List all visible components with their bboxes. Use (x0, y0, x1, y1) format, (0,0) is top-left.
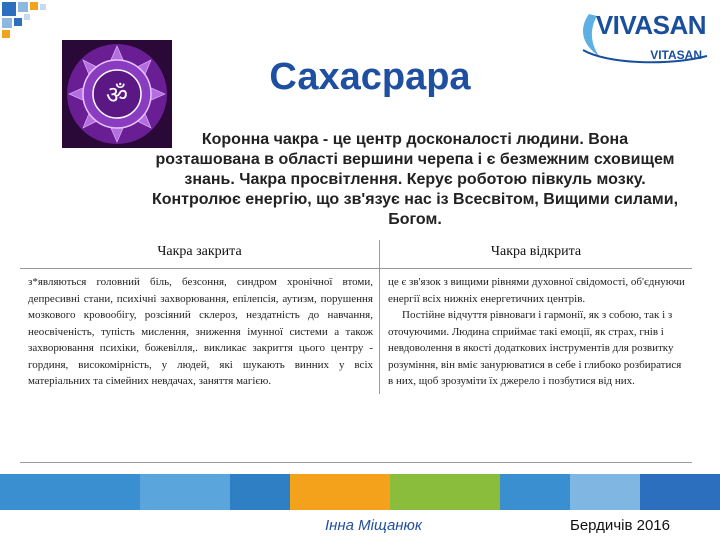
open-description (380, 269, 693, 394)
header-closed: Чакра закрита (20, 240, 380, 269)
vivasan-logo (577, 4, 712, 70)
open-text-1: це є зв'язок з вищими рівнями духовної свідомості, об'єднуючи енергії всіх нижніх енергетичних центрів. (388, 276, 685, 305)
svg-text:ॐ: ॐ (106, 81, 128, 109)
page-title: Сахасрара (269, 56, 471, 98)
city-year: Бердичів 2016 (570, 517, 670, 534)
closed-description (20, 269, 380, 394)
closed-text: з*являються головний біль, безсоння, синдром хронічної втоми, депресивні стани, психічні захворювання, епілепсія, аутизм, порушення мозкового кровообігу, розсіяний склероз, нездатність до навчання, неосвіченість, тупість мислення, зниження імунної системи а також захворювання психіки, божевілля,. викликає закриття цього центру - гординя, високомірність, у людей, які шукають винних у всіх матеріальних та сімейних невдачах, заняття магією. (28, 276, 373, 387)
author-name: Інна Міщанюк (325, 517, 422, 534)
chakra-description: Коронна чакра - це центр досконалості людини. Вона розташована в області вершини черепа і є безмежним сховищем знань. Чакра просвітлення. Керує роботою півкуль мозку. Контролює енергію, що зв'язує нас із Всесвітом, Вищими силами, Богом. (151, 131, 679, 228)
corner-decoration (0, 0, 60, 40)
chakra-comparison-table (20, 240, 692, 394)
footer-color-bars (0, 474, 720, 510)
brand-sub: VITASAN (650, 48, 702, 62)
table-bottom-border (20, 462, 692, 463)
header-open: Чакра відкрита (380, 240, 693, 269)
brand-name: VIVASAN (595, 10, 706, 40)
open-text-2: Постійне відчуття рівноваги і гармонії, як з собою, так і з оточуючими. Людина сприймає такі емоції, як страх, гнів і невдоволення в якості додаткових інструментів для розвитку розуміння, він вміє занурюватися в себе і глибоко розбиратися в них, щоб зрозуміти їх джерело і позбутися від них. (388, 309, 682, 387)
